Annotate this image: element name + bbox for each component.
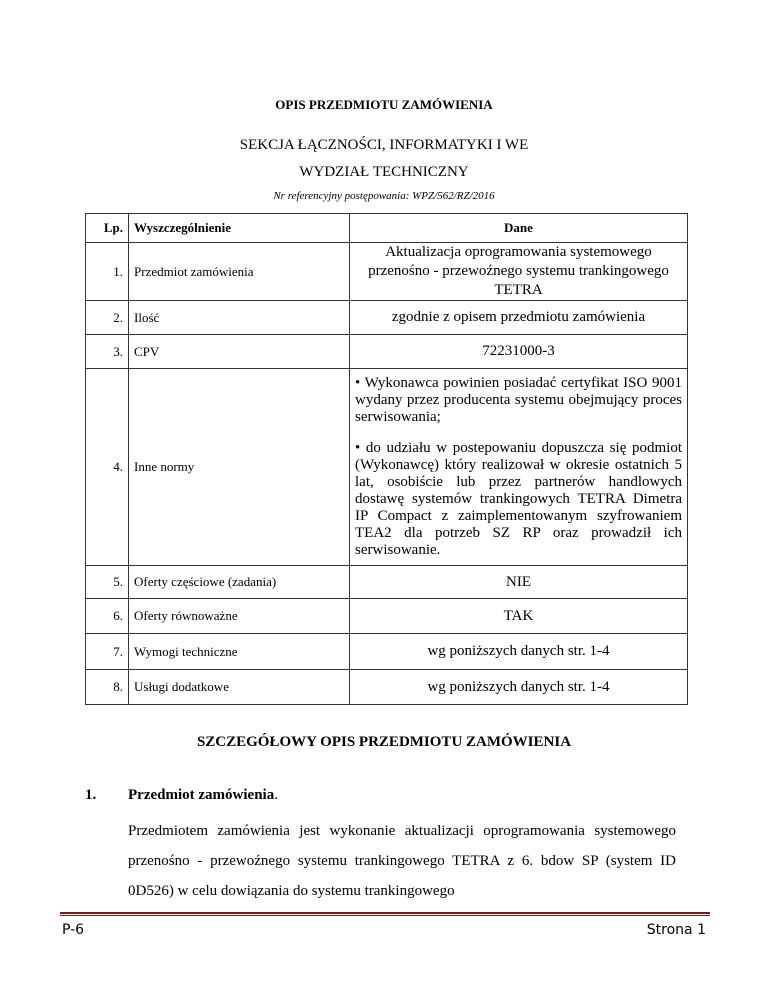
footer-document-code: P-6 [62,922,85,938]
row-number: 8. [86,670,129,705]
header-lp: Lp. [86,214,129,243]
footer-page-number: Strona 1 [646,922,706,938]
row-value: zgodnie z opisem przedmiotu zamówienia [350,301,688,335]
table-header-row [86,214,688,243]
row-number: 2. [86,301,129,335]
row-number: 6. [86,599,129,634]
row-label: CPV [129,335,350,369]
row-label: Inne normy [129,369,350,566]
table-row [86,634,688,670]
row-label: Oferty równoważne [129,599,350,634]
row-label: Usługi dodatkowe [129,670,350,705]
department-name: WYDZIAŁ TECHNICZNY [299,164,469,180]
item-body-text: Przedmiotem zamówienia jest wykonanie aktualizacji oprogramowania systemowego przenośno - przewoźnego systemu trankingowego TETRA z 6. bdow SP (system ID 0D526) w celu dowiązania do systemu trankingowego [128,823,676,899]
header-name: Wyszczególnienie [129,214,350,243]
row-value: TAK [350,599,688,634]
row-number: 3. [86,335,129,369]
row-label: Oferty częściowe (zadania) [129,566,350,599]
item-title-text: Przedmiot zamówienia [128,787,275,803]
footer-rule [60,912,710,914]
row-number: 4. [86,369,129,566]
row-number: 7. [86,634,129,670]
table-row [86,335,688,369]
row-value: wg poniższych danych str. 1-4 [350,670,688,705]
reference-number: Nr referencyjny postępowania: WPZ/562/RZ/2016 [273,190,495,202]
row-value: 72231000-3 [350,335,688,369]
row-value [350,369,688,566]
row-value: Aktualizacja oprogramowania systemowego przenośno - przewoźnego systemu trankingowego TETRA [350,243,688,301]
table-row [86,369,688,566]
row-label: Przedmiot zamówienia [129,243,350,301]
row-number: 1. [86,243,129,301]
section-name: SEKCJA ŁĄCZNOŚCI, INFORMATYKI I WE [239,137,529,153]
item-title-suffix: . [274,787,278,803]
row-value: NIE [350,566,688,599]
footer-rule-thin [60,915,710,916]
norm-bullet-experience: • do udziału w postepowaniu dopuszcza się podmiot (Wykonawcę) który realizował w okresie ostatnich 5 lat, osobiście lub przez partnerów handlowych dostawę systemów trankingowych TETRA Dimetra IP Compact z zaimplementowanym szyfrowaniem TEA2 dla potrzeb SZ RP oraz prowadził ich serwisowanie. [355,440,682,558]
item-body [128,816,676,906]
row-number: 5. [86,566,129,599]
detail-heading: SZCZEGÓŁOWY OPIS PRZEDMIOTU ZAMÓWIENIA [196,734,572,750]
specification-table [85,213,688,705]
table-row [86,670,688,705]
table-row [86,566,688,599]
row-label: Ilość [129,301,350,335]
table-row [86,243,688,301]
header-data: Dane [350,214,688,243]
table-row [86,599,688,634]
item-title [128,787,278,804]
row-value: wg poniższych danych str. 1-4 [350,634,688,670]
norm-bullet-iso: • Wykonawca powinien posiadać certyfikat ISO 9001 wydany przez producenta systemu obejmujący proces serwisowania; [355,375,682,425]
row-label: Wymogi techniczne [129,634,350,670]
document-title: OPIS PRZEDMIOTU ZAMÓWIENIA [275,97,493,112]
item-number: 1. [85,787,97,803]
table-row [86,301,688,335]
